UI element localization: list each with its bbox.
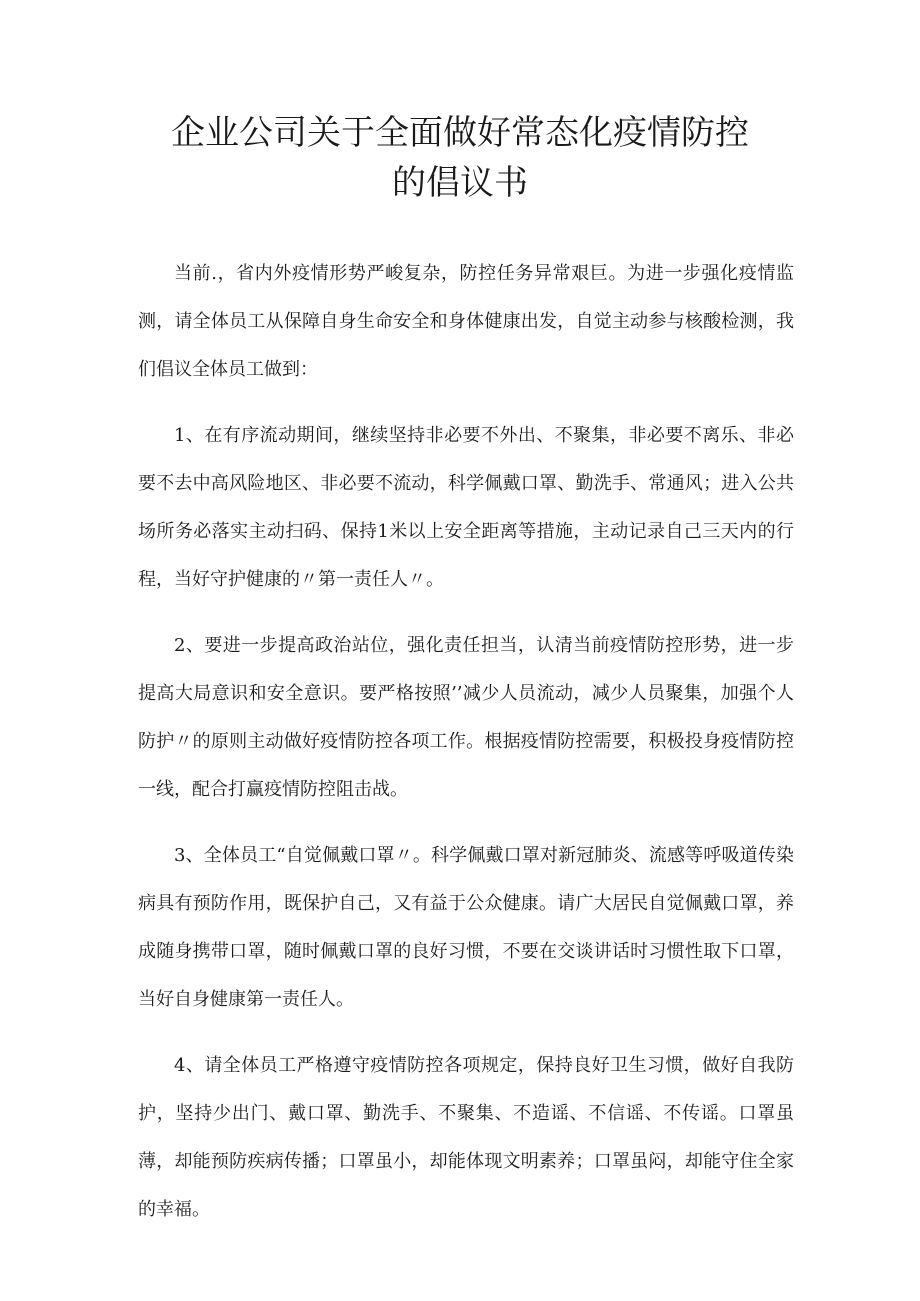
item-paragraph-4: 4、请全体员工严格遵守疫情防控各项规定，保持良好卫生习惯，做好自我防护，坚持少出门、戴口罩、勤洗手、不聚集、不造谣、不信谣、不传谣。口罩虽薄，却能预防疾病传播；口罩虽小，却能体现文明素养；口罩虽闷，却能守住全家的幸福。	[138, 1055, 794, 1220]
intro-paragraph: 当前.，省内外疫情形势严峻复杂，防控任务异常艰巨。为进一步强化疫情监测，请全体员工从保障自身生命安全和身体健康出发，自觉主动参与核酸检测，我们倡议全体员工做到：	[138, 263, 794, 380]
title-line-1: 企业公司关于全面做好常态化疫情防控	[171, 113, 749, 153]
page-title	[0, 108, 920, 208]
title-line-2: 的倡议书	[392, 163, 528, 203]
item-paragraph-2: 2、要进一步提高政治站位，强化责任担当，认清当前疫情防控形势，进一步提高大局意识和安全意识。要严格按照’’减少人员流动，减少人员聚集，加强个人防护〃的原则主动做好疫情防控各项工作。根据疫情防控需要，积极投身疫情防控一线，配合打赢疫情防控阻击战。	[138, 635, 794, 800]
document-body	[138, 250, 794, 1252]
item-paragraph-3: 3、全体员工“自觉佩戴口罩〃。科学佩戴口罩对新冠肺炎、流感等呼吸道传染病具有预防作用，既保护自己，又有益于公众健康。请广大居民自觉佩戴口罩，养成随身携带口罩，随时佩戴口罩的良好习惯，不要在交谈讲话时习惯性取下口罩，当好自身健康第一责任人。	[138, 845, 794, 1010]
item-paragraph-1: 1、在有序流动期间，继续坚持非必要不外出、不聚集，非必要不离乐、非必要不去中高风险地区、非必要不流动，科学佩戴口罩、勤洗手、常通风；进入公共场所务必落实主动扫码、保持1米以上安全距离等措施，主动记录自己三天内的行程，当好守护健康的〃第一责任人〃。	[138, 425, 794, 590]
